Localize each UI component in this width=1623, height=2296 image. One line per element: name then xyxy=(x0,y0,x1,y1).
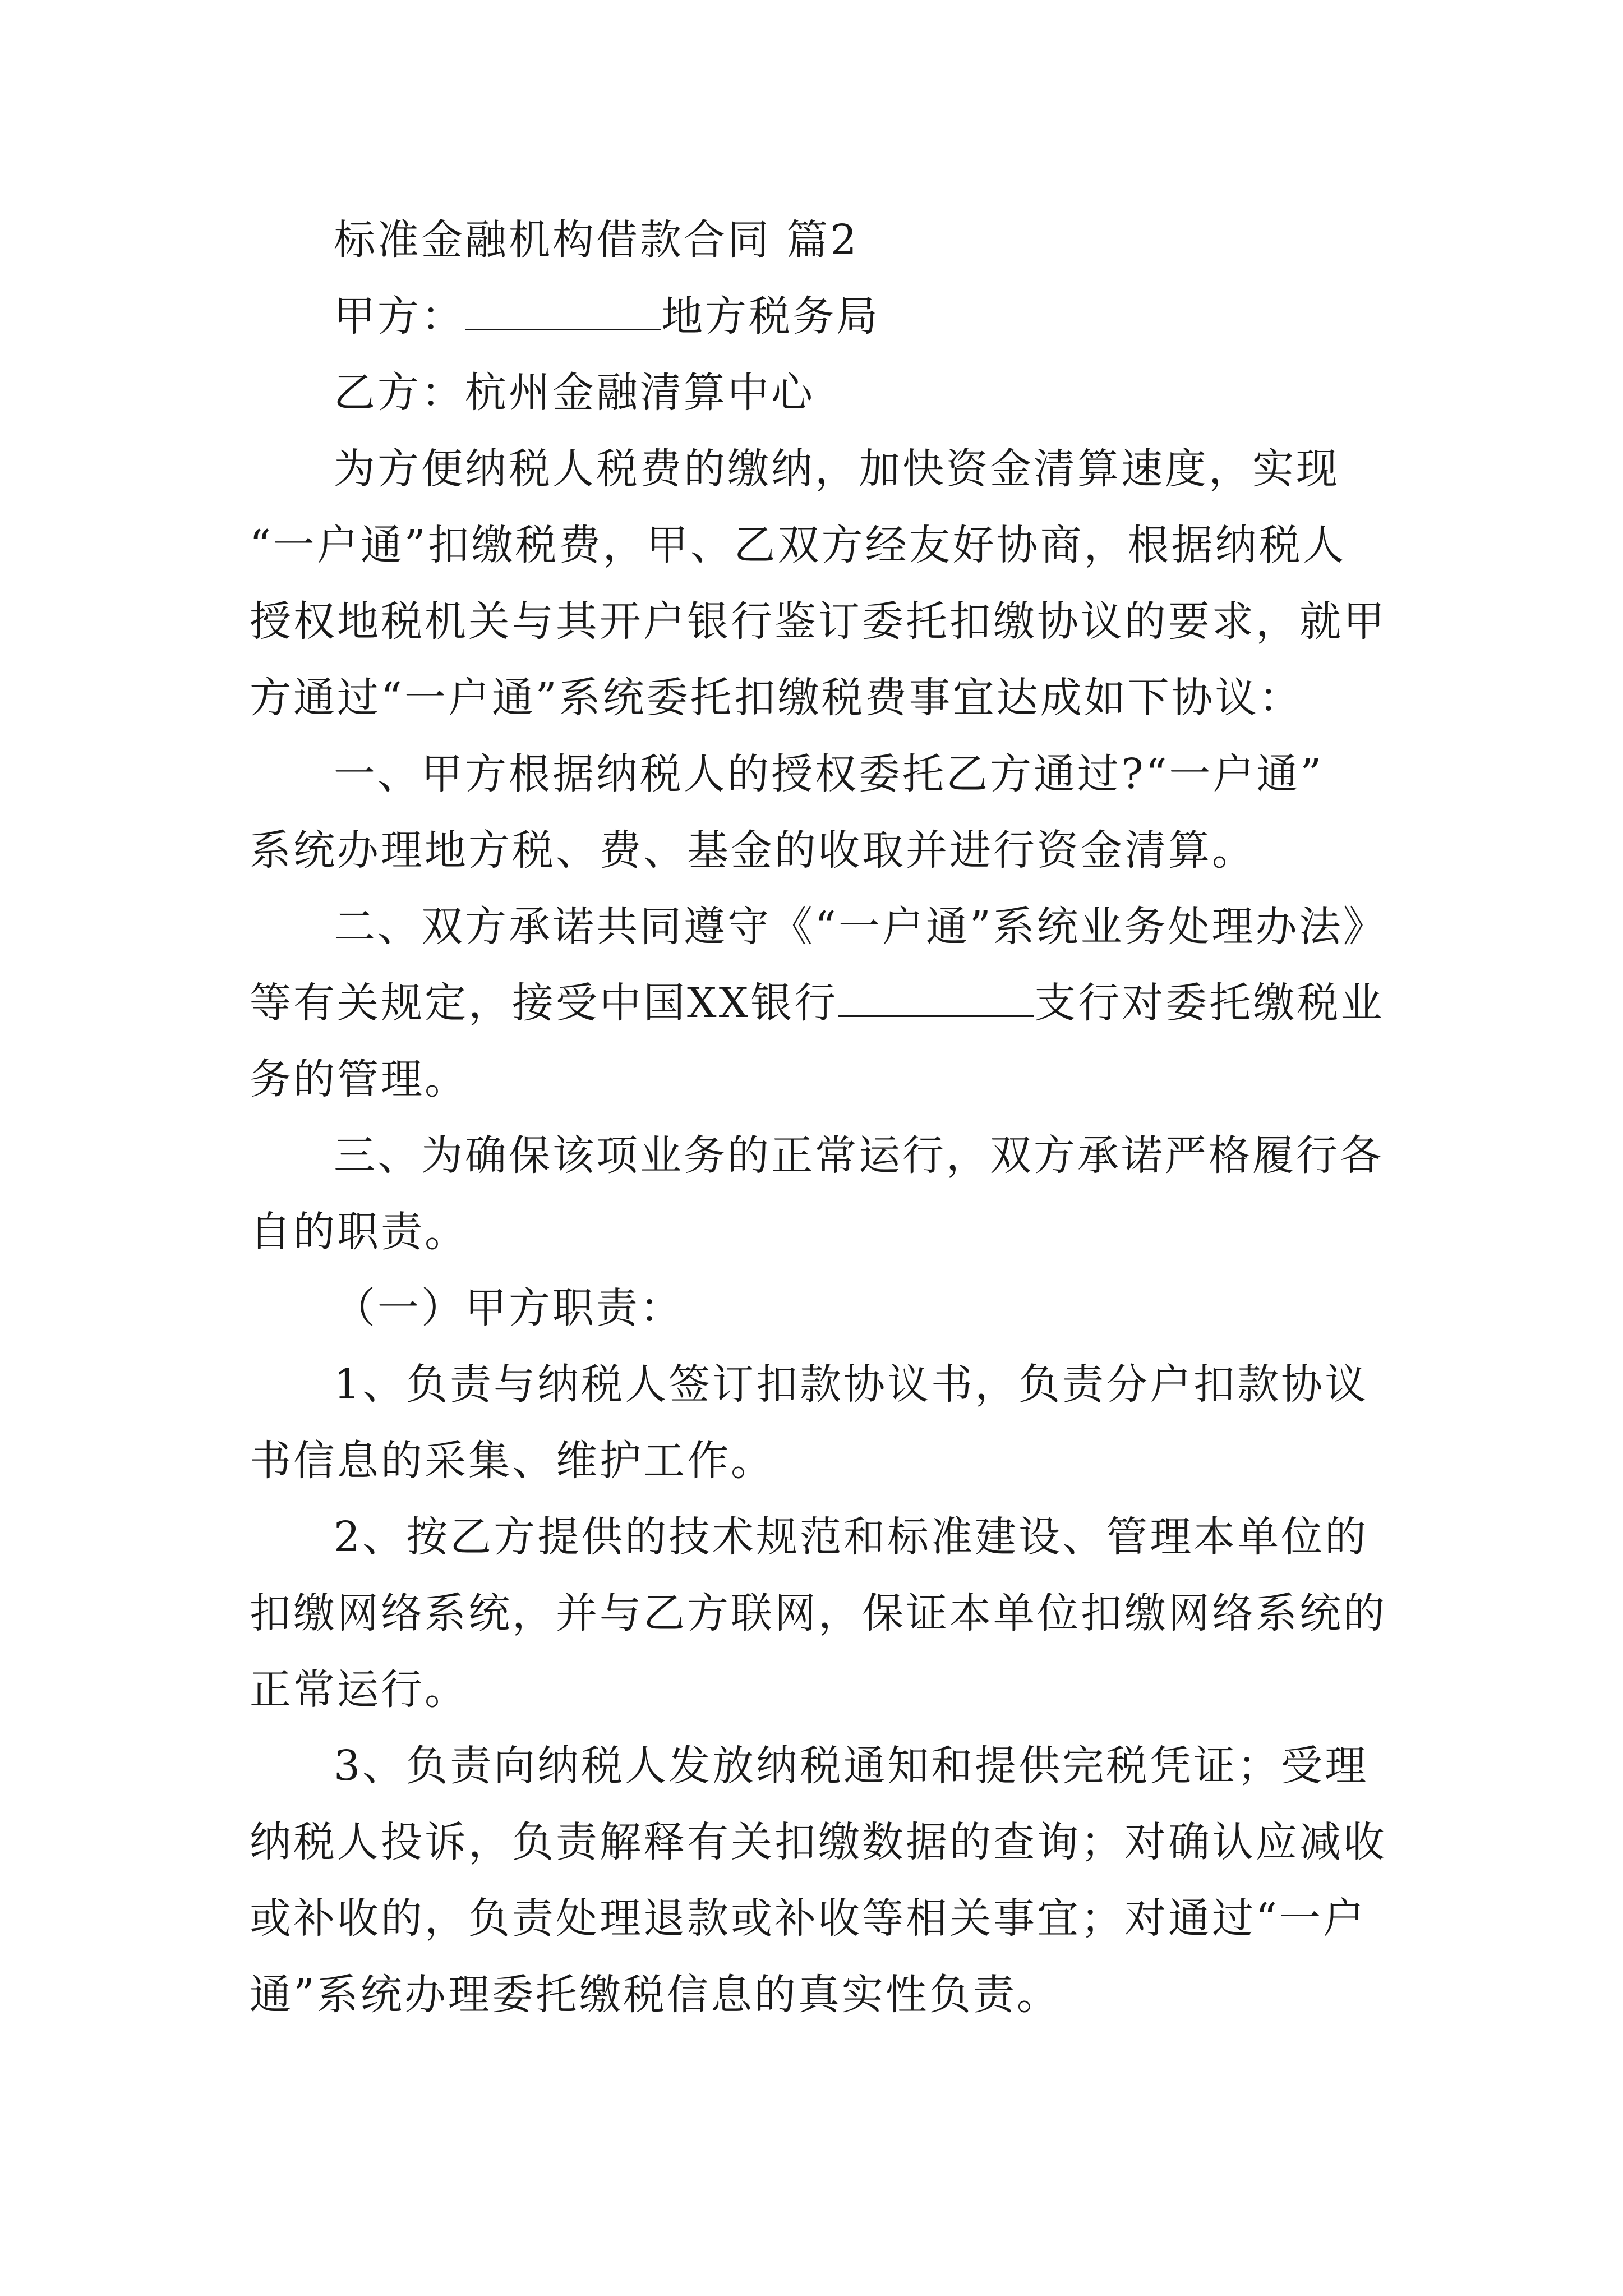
clause-3-line-1: 三、为确保该项业务的正常运行，双方承诺严格履行各 xyxy=(334,1131,1384,1180)
clause-3 xyxy=(250,1117,1388,1270)
item-3-line-4: 通”系统办理委托缴税信息的真实性负责。 xyxy=(250,1971,1061,2019)
item-3-line-1: 3、负责向纳税人发放纳税通知和提供完税凭证；受理 xyxy=(334,1742,1369,1790)
intro-line-4: 方通过“一户通”系统委托扣缴税费事宜达成如下协议： xyxy=(250,674,1303,722)
item-2 xyxy=(250,1499,1388,1728)
item-3 xyxy=(250,1728,1388,2033)
clause-2-line-1: 二、双方承诺共同遵守《“一户通”系统业务处理办法》 xyxy=(334,903,1387,951)
document-page xyxy=(250,202,1388,2033)
section-a-heading: （一）甲方职责： xyxy=(334,1284,684,1332)
item-3-line-2: 纳税人投诉，负责解释有关扣缴数据的查询；对确认应减收 xyxy=(250,1818,1387,1866)
item-2-line-1: 2、按乙方提供的技术规范和标准建设、管理本单位的 xyxy=(334,1513,1369,1561)
item-1 xyxy=(250,1346,1388,1499)
party-a-suffix: 地方税务局 xyxy=(661,292,880,341)
party-a-blank xyxy=(465,288,661,330)
clause-2 xyxy=(250,889,1388,1117)
intro-line-2: “一户通”扣缴税费，甲、乙双方经友好协商，根据纳税人 xyxy=(250,521,1347,569)
document-title: 标准金融机构借款合同 篇2 xyxy=(334,216,859,264)
party-b-line: 乙方：杭州金融清算中心 xyxy=(334,369,815,417)
clause-2-line-2 xyxy=(250,965,1388,1041)
clause-1-line-2: 系统办理地方税、费、基金的收取并进行资金清算。 xyxy=(250,826,1256,875)
item-1-line-1: 1、负责与纳税人签订扣款协议书，负责分户扣款协议 xyxy=(334,1360,1369,1409)
branch-blank xyxy=(838,975,1034,1017)
clause-3-line-2: 自的职责。 xyxy=(250,1208,468,1256)
party-a-line xyxy=(250,278,1388,355)
party-a-label: 甲方： xyxy=(334,292,465,341)
intro-line-3: 授权地税机关与其开户银行鉴订委托扣缴协议的要求，就甲 xyxy=(250,597,1387,646)
clause-2-text-before-blank: 等有关规定，接受中国XX银行 xyxy=(250,979,838,1027)
clause-1-line-1: 一、甲方根据纳税人的授权委托乙方通过?“一户通” xyxy=(334,750,1324,798)
item-2-line-2: 扣缴网络系统，并与乙方联网，保证本单位扣缴网络系统的 xyxy=(250,1589,1387,1637)
item-1-line-2: 书信息的采集、维护工作。 xyxy=(250,1437,774,1485)
intro-line-1: 为方便纳税人税费的缴纳，加快资金清算速度，实现 xyxy=(334,445,1340,493)
item-3-line-3: 或补收的，负责处理退款或补收等相关事宜；对通过“一户 xyxy=(250,1894,1367,1943)
item-2-line-3: 正常运行。 xyxy=(250,1665,468,1714)
clause-1 xyxy=(250,736,1388,889)
intro-paragraph xyxy=(250,431,1388,736)
clause-2-text-after-blank: 支行对委托缴税业 xyxy=(1034,979,1385,1027)
clause-2-line-3: 务的管理。 xyxy=(250,1055,468,1103)
